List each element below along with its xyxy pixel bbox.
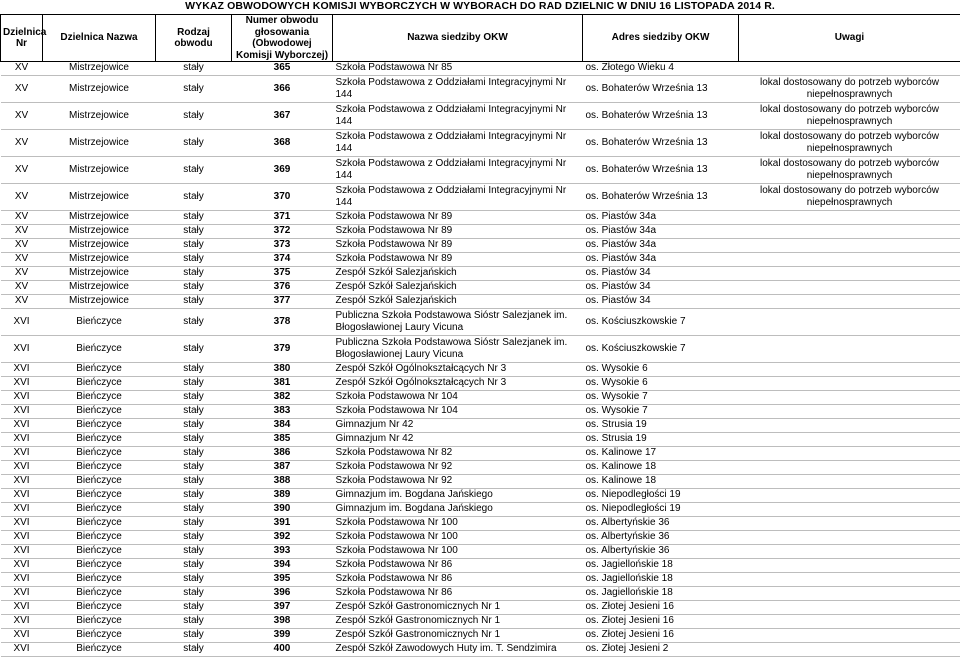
table-header-row [1, 15, 960, 62]
cell-dzielnica-nr: XV [1, 184, 43, 211]
cell-adres-siedziby: os. Kalinowe 18 [583, 475, 739, 489]
cell-nazwa-siedziby: Zespół Szkół Gastronomicznych Nr 1 [333, 615, 583, 629]
table-row [1, 419, 960, 433]
table-row [1, 62, 960, 76]
cell-adres-siedziby: os. Złotej Jesieni 16 [583, 629, 739, 643]
cell-dzielnica-nazwa: Bieńczyce [43, 503, 156, 517]
cell-uwagi [739, 531, 960, 545]
table-row [1, 211, 960, 225]
cell-nazwa-siedziby: Gimnazjum im. Bogdana Jańskiego [333, 503, 583, 517]
table-row [1, 461, 960, 475]
cell-uwagi: lokal dostosowany do potrzeb wyborców niepełnosprawnych [739, 184, 960, 211]
cell-uwagi [739, 517, 960, 531]
cell-numer-obwodu: 378 [232, 309, 333, 336]
cell-dzielnica-nr: XVI [1, 461, 43, 475]
cell-uwagi [739, 489, 960, 503]
cell-dzielnica-nazwa: Bieńczyce [43, 573, 156, 587]
cell-adres-siedziby: os. Bohaterów Września 13 [583, 130, 739, 157]
cell-uwagi [739, 405, 960, 419]
cell-rodzaj: stały [156, 157, 232, 184]
cell-dzielnica-nr: XVI [1, 559, 43, 573]
cell-rodzaj: stały [156, 267, 232, 281]
cell-dzielnica-nazwa: Mistrzejowice [43, 267, 156, 281]
cell-dzielnica-nazwa: Mistrzejowice [43, 62, 156, 76]
cell-dzielnica-nr: XVI [1, 517, 43, 531]
cell-uwagi [739, 545, 960, 559]
cell-nazwa-siedziby: Szkoła Podstawowa Nr 100 [333, 517, 583, 531]
cell-dzielnica-nazwa: Bieńczyce [43, 377, 156, 391]
cell-dzielnica-nr: XVI [1, 629, 43, 643]
cell-nazwa-siedziby: Gimnazjum im. Bogdana Jańskiego [333, 489, 583, 503]
cell-dzielnica-nr: XVI [1, 475, 43, 489]
cell-nazwa-siedziby: Zespół Szkół Gastronomicznych Nr 1 [333, 629, 583, 643]
cell-rodzaj: stały [156, 76, 232, 103]
table-row [1, 239, 960, 253]
cell-numer-obwodu: 379 [232, 336, 333, 363]
cell-numer-obwodu: 400 [232, 643, 333, 657]
cell-nazwa-siedziby: Zespół Szkół Salezjańskich [333, 267, 583, 281]
cell-adres-siedziby: os. Bohaterów Września 13 [583, 157, 739, 184]
cell-nazwa-siedziby: Gimnazjum Nr 42 [333, 433, 583, 447]
cell-dzielnica-nr: XVI [1, 363, 43, 377]
cell-dzielnica-nr: XVI [1, 419, 43, 433]
cell-uwagi [739, 281, 960, 295]
cell-numer-obwodu: 373 [232, 239, 333, 253]
cell-uwagi: lokal dostosowany do potrzeb wyborców niepełnosprawnych [739, 130, 960, 157]
cell-rodzaj: stały [156, 475, 232, 489]
table-row [1, 309, 960, 336]
cell-numer-obwodu: 380 [232, 363, 333, 377]
cell-dzielnica-nr: XVI [1, 503, 43, 517]
cell-rodzaj: stały [156, 517, 232, 531]
cell-rodzaj: stały [156, 559, 232, 573]
table-row [1, 225, 960, 239]
cell-uwagi [739, 239, 960, 253]
cell-dzielnica-nazwa: Mistrzejowice [43, 103, 156, 130]
table-row [1, 531, 960, 545]
cell-adres-siedziby: os. Strusia 19 [583, 419, 739, 433]
table-row [1, 447, 960, 461]
cell-rodzaj: stały [156, 377, 232, 391]
cell-numer-obwodu: 392 [232, 531, 333, 545]
cell-dzielnica-nazwa: Mistrzejowice [43, 76, 156, 103]
cell-dzielnica-nazwa: Mistrzejowice [43, 211, 156, 225]
cell-dzielnica-nazwa: Mistrzejowice [43, 225, 156, 239]
cell-uwagi: lokal dostosowany do potrzeb wyborców niepełnosprawnych [739, 76, 960, 103]
cell-adres-siedziby: os. Wysokie 7 [583, 391, 739, 405]
cell-dzielnica-nazwa: Mistrzejowice [43, 184, 156, 211]
cell-nazwa-siedziby: Zespół Szkół Salezjańskich [333, 295, 583, 309]
cell-dzielnica-nr: XVI [1, 447, 43, 461]
cell-dzielnica-nazwa: Bieńczyce [43, 587, 156, 601]
cell-dzielnica-nazwa: Mistrzejowice [43, 253, 156, 267]
cell-dzielnica-nazwa: Bieńczyce [43, 531, 156, 545]
cell-dzielnica-nr: XV [1, 281, 43, 295]
cell-dzielnica-nazwa: Mistrzejowice [43, 281, 156, 295]
cell-rodzaj: stały [156, 295, 232, 309]
cell-uwagi [739, 62, 960, 76]
cell-dzielnica-nazwa: Mistrzejowice [43, 157, 156, 184]
header-adres-siedziby: Adres siedziby OKW [583, 15, 739, 62]
cell-uwagi [739, 573, 960, 587]
cell-nazwa-siedziby: Szkoła Podstawowa z Oddziałami Integracyjnymi Nr 144 [333, 184, 583, 211]
cell-nazwa-siedziby: Szkoła Podstawowa Nr 86 [333, 573, 583, 587]
cell-numer-obwodu: 396 [232, 587, 333, 601]
cell-uwagi [739, 391, 960, 405]
cell-uwagi: lokal dostosowany do potrzeb wyborców niepełnosprawnych [739, 157, 960, 184]
cell-rodzaj: stały [156, 103, 232, 130]
cell-adres-siedziby: os. Albertyńskie 36 [583, 545, 739, 559]
cell-numer-obwodu: 369 [232, 157, 333, 184]
cell-dzielnica-nazwa: Bieńczyce [43, 363, 156, 377]
cell-rodzaj: stały [156, 405, 232, 419]
cell-numer-obwodu: 371 [232, 211, 333, 225]
cell-adres-siedziby: os. Piastów 34 [583, 281, 739, 295]
cell-uwagi [739, 336, 960, 363]
cell-nazwa-siedziby: Szkoła Podstawowa Nr 89 [333, 211, 583, 225]
table-row [1, 629, 960, 643]
cell-uwagi [739, 601, 960, 615]
cell-adres-siedziby: os. Niepodległości 19 [583, 503, 739, 517]
cell-dzielnica-nr: XVI [1, 587, 43, 601]
cell-uwagi [739, 309, 960, 336]
cell-nazwa-siedziby: Zespół Szkół Ogólnokształcących Nr 3 [333, 377, 583, 391]
cell-uwagi [739, 295, 960, 309]
cell-numer-obwodu: 393 [232, 545, 333, 559]
cell-dzielnica-nr: XV [1, 211, 43, 225]
cell-numer-obwodu: 370 [232, 184, 333, 211]
table-row [1, 475, 960, 489]
cell-numer-obwodu: 387 [232, 461, 333, 475]
cell-adres-siedziby: os. Złotego Wieku 4 [583, 62, 739, 76]
cell-dzielnica-nr: XV [1, 295, 43, 309]
cell-dzielnica-nr: XVI [1, 531, 43, 545]
cell-nazwa-siedziby: Szkoła Podstawowa z Oddziałami Integracyjnymi Nr 144 [333, 103, 583, 130]
cell-numer-obwodu: 398 [232, 615, 333, 629]
cell-uwagi: lokal dostosowany do potrzeb wyborców niepełnosprawnych [739, 103, 960, 130]
table-row [1, 587, 960, 601]
cell-rodzaj: stały [156, 419, 232, 433]
cell-nazwa-siedziby: Szkoła Podstawowa Nr 86 [333, 587, 583, 601]
cell-numer-obwodu: 374 [232, 253, 333, 267]
table-row [1, 391, 960, 405]
cell-uwagi [739, 253, 960, 267]
cell-adres-siedziby: os. Piastów 34a [583, 239, 739, 253]
cell-uwagi [739, 615, 960, 629]
cell-dzielnica-nr: XVI [1, 336, 43, 363]
cell-adres-siedziby: os. Kalinowe 17 [583, 447, 739, 461]
cell-nazwa-siedziby: Szkoła Podstawowa Nr 100 [333, 545, 583, 559]
cell-numer-obwodu: 385 [232, 433, 333, 447]
cell-dzielnica-nr: XV [1, 239, 43, 253]
cell-rodzaj: stały [156, 615, 232, 629]
cell-dzielnica-nazwa: Bieńczyce [43, 461, 156, 475]
cell-dzielnica-nr: XVI [1, 377, 43, 391]
cell-numer-obwodu: 365 [232, 62, 333, 76]
okw-table [0, 14, 960, 657]
cell-numer-obwodu: 399 [232, 629, 333, 643]
table-row [1, 615, 960, 629]
cell-adres-siedziby: os. Złotej Jesieni 16 [583, 601, 739, 615]
cell-numer-obwodu: 368 [232, 130, 333, 157]
cell-dzielnica-nr: XVI [1, 615, 43, 629]
cell-numer-obwodu: 386 [232, 447, 333, 461]
cell-dzielnica-nazwa: Bieńczyce [43, 545, 156, 559]
cell-nazwa-siedziby: Szkoła Podstawowa z Oddziałami Integracyjnymi Nr 144 [333, 76, 583, 103]
cell-adres-siedziby: os. Piastów 34 [583, 267, 739, 281]
cell-numer-obwodu: 377 [232, 295, 333, 309]
cell-dzielnica-nazwa: Bieńczyce [43, 433, 156, 447]
cell-rodzaj: stały [156, 130, 232, 157]
cell-numer-obwodu: 388 [232, 475, 333, 489]
cell-rodzaj: stały [156, 211, 232, 225]
cell-nazwa-siedziby: Zespół Szkół Ogólnokształcących Nr 3 [333, 363, 583, 377]
cell-rodzaj: stały [156, 225, 232, 239]
cell-adres-siedziby: os. Jagiellońskie 18 [583, 559, 739, 573]
cell-dzielnica-nr: XVI [1, 489, 43, 503]
cell-nazwa-siedziby: Szkoła Podstawowa Nr 89 [333, 239, 583, 253]
cell-dzielnica-nr: XVI [1, 391, 43, 405]
table-row [1, 130, 960, 157]
cell-adres-siedziby: os. Bohaterów Września 13 [583, 103, 739, 130]
cell-adres-siedziby: os. Jagiellońskie 18 [583, 573, 739, 587]
cell-numer-obwodu: 384 [232, 419, 333, 433]
header-nazwa-siedziby: Nazwa siedziby OKW [333, 15, 583, 62]
cell-dzielnica-nazwa: Bieńczyce [43, 517, 156, 531]
cell-uwagi [739, 559, 960, 573]
cell-adres-siedziby: os. Kalinowe 18 [583, 461, 739, 475]
cell-adres-siedziby: os. Albertyńskie 36 [583, 517, 739, 531]
cell-dzielnica-nr: XV [1, 103, 43, 130]
cell-rodzaj: stały [156, 239, 232, 253]
cell-rodzaj: stały [156, 62, 232, 76]
table-row [1, 377, 960, 391]
cell-dzielnica-nazwa: Bieńczyce [43, 615, 156, 629]
cell-nazwa-siedziby: Szkoła Podstawowa Nr 89 [333, 225, 583, 239]
cell-dzielnica-nr: XV [1, 157, 43, 184]
cell-uwagi [739, 419, 960, 433]
cell-uwagi [739, 629, 960, 643]
cell-adres-siedziby: os. Kościuszkowskie 7 [583, 309, 739, 336]
header-dzielnica-nr: Dzielnica Nr [1, 15, 43, 62]
cell-rodzaj: stały [156, 363, 232, 377]
cell-adres-siedziby: os. Wysokie 6 [583, 377, 739, 391]
cell-nazwa-siedziby: Szkoła Podstawowa Nr 82 [333, 447, 583, 461]
cell-nazwa-siedziby: Publiczna Szkoła Podstawowa Sióstr Salezjanek im. Błogosławionej Laury Vicuna [333, 309, 583, 336]
cell-dzielnica-nr: XV [1, 76, 43, 103]
cell-nazwa-siedziby: Gimnazjum Nr 42 [333, 419, 583, 433]
cell-numer-obwodu: 390 [232, 503, 333, 517]
cell-dzielnica-nr: XVI [1, 573, 43, 587]
cell-nazwa-siedziby: Szkoła Podstawowa Nr 85 [333, 62, 583, 76]
cell-numer-obwodu: 394 [232, 559, 333, 573]
cell-nazwa-siedziby: Szkoła Podstawowa z Oddziałami Integracyjnymi Nr 144 [333, 130, 583, 157]
cell-nazwa-siedziby: Publiczna Szkoła Podstawowa Sióstr Salezjanek im. Błogosławionej Laury Vicuna [333, 336, 583, 363]
cell-numer-obwodu: 381 [232, 377, 333, 391]
cell-numer-obwodu: 376 [232, 281, 333, 295]
cell-nazwa-siedziby: Zespół Szkół Gastronomicznych Nr 1 [333, 601, 583, 615]
cell-rodzaj: stały [156, 447, 232, 461]
table-row [1, 545, 960, 559]
cell-rodzaj: stały [156, 531, 232, 545]
table-row [1, 253, 960, 267]
cell-dzielnica-nr: XVI [1, 309, 43, 336]
cell-rodzaj: stały [156, 503, 232, 517]
cell-numer-obwodu: 382 [232, 391, 333, 405]
cell-numer-obwodu: 366 [232, 76, 333, 103]
cell-uwagi [739, 587, 960, 601]
cell-uwagi [739, 267, 960, 281]
header-dzielnica-nazwa: Dzielnica Nazwa [43, 15, 156, 62]
cell-dzielnica-nazwa: Bieńczyce [43, 559, 156, 573]
cell-rodzaj: stały [156, 391, 232, 405]
cell-uwagi [739, 211, 960, 225]
header-rodzaj: Rodzaj obwodu [156, 15, 232, 62]
cell-nazwa-siedziby: Szkoła Podstawowa Nr 104 [333, 405, 583, 419]
cell-dzielnica-nazwa: Mistrzejowice [43, 239, 156, 253]
table-row [1, 157, 960, 184]
cell-numer-obwodu: 383 [232, 405, 333, 419]
cell-adres-siedziby: os. Bohaterów Września 13 [583, 184, 739, 211]
header-uwagi: Uwagi [739, 15, 960, 62]
cell-rodzaj: stały [156, 253, 232, 267]
cell-nazwa-siedziby: Szkoła Podstawowa Nr 86 [333, 559, 583, 573]
cell-nazwa-siedziby: Szkoła Podstawowa z Oddziałami Integracyjnymi Nr 144 [333, 157, 583, 184]
table-row [1, 281, 960, 295]
cell-adres-siedziby: os. Albertyńskie 36 [583, 531, 739, 545]
cell-dzielnica-nazwa: Bieńczyce [43, 309, 156, 336]
cell-rodzaj: stały [156, 545, 232, 559]
table-row [1, 601, 960, 615]
cell-adres-siedziby: os. Kościuszkowskie 7 [583, 336, 739, 363]
cell-rodzaj: stały [156, 489, 232, 503]
cell-dzielnica-nazwa: Bieńczyce [43, 643, 156, 657]
cell-uwagi [739, 225, 960, 239]
cell-rodzaj: stały [156, 587, 232, 601]
cell-dzielnica-nazwa: Bieńczyce [43, 475, 156, 489]
cell-uwagi [739, 461, 960, 475]
table-row [1, 267, 960, 281]
cell-nazwa-siedziby: Szkoła Podstawowa Nr 89 [333, 253, 583, 267]
table-row [1, 363, 960, 377]
cell-adres-siedziby: os. Strusia 19 [583, 433, 739, 447]
table-row [1, 559, 960, 573]
cell-dzielnica-nazwa: Bieńczyce [43, 405, 156, 419]
cell-rodzaj: stały [156, 461, 232, 475]
cell-dzielnica-nr: XVI [1, 601, 43, 615]
cell-numer-obwodu: 389 [232, 489, 333, 503]
cell-rodzaj: stały [156, 601, 232, 615]
cell-dzielnica-nr: XV [1, 130, 43, 157]
cell-dzielnica-nazwa: Bieńczyce [43, 601, 156, 615]
cell-uwagi [739, 433, 960, 447]
cell-numer-obwodu: 397 [232, 601, 333, 615]
cell-dzielnica-nazwa: Bieńczyce [43, 629, 156, 643]
cell-dzielnica-nr: XV [1, 225, 43, 239]
cell-uwagi [739, 377, 960, 391]
cell-adres-siedziby: os. Niepodległości 19 [583, 489, 739, 503]
cell-dzielnica-nr: XVI [1, 433, 43, 447]
cell-dzielnica-nazwa: Mistrzejowice [43, 130, 156, 157]
cell-uwagi [739, 503, 960, 517]
cell-dzielnica-nazwa: Mistrzejowice [43, 295, 156, 309]
cell-nazwa-siedziby: Szkoła Podstawowa Nr 92 [333, 461, 583, 475]
page-title: WYKAZ OBWODOWYCH KOMISJI WYBORCZYCH W WYBORACH DO RAD DZIELNIC W DNIU 16 LISTOPADA 2014 R. [0, 0, 960, 13]
table-row [1, 76, 960, 103]
cell-dzielnica-nr: XV [1, 267, 43, 281]
cell-nazwa-siedziby: Zespół Szkół Salezjańskich [333, 281, 583, 295]
table-row [1, 405, 960, 419]
cell-nazwa-siedziby: Szkoła Podstawowa Nr 104 [333, 391, 583, 405]
table-row [1, 503, 960, 517]
cell-numer-obwodu: 375 [232, 267, 333, 281]
cell-rodzaj: stały [156, 573, 232, 587]
cell-uwagi [739, 475, 960, 489]
cell-dzielnica-nazwa: Bieńczyce [43, 391, 156, 405]
cell-nazwa-siedziby: Szkoła Podstawowa Nr 92 [333, 475, 583, 489]
cell-nazwa-siedziby: Szkoła Podstawowa Nr 100 [333, 531, 583, 545]
cell-adres-siedziby: os. Piastów 34a [583, 253, 739, 267]
table-row [1, 295, 960, 309]
table-row [1, 103, 960, 130]
table-row [1, 573, 960, 587]
cell-rodzaj: stały [156, 184, 232, 211]
header-numer-obwodu: Numer obwodu głosowania (Obwodowej Komisji Wyborczej) [232, 15, 333, 62]
cell-adres-siedziby: os. Złotej Jesieni 16 [583, 615, 739, 629]
cell-dzielnica-nazwa: Bieńczyce [43, 489, 156, 503]
cell-rodzaj: stały [156, 309, 232, 336]
cell-rodzaj: stały [156, 281, 232, 295]
cell-nazwa-siedziby: Zespół Szkół Zawodowych Huty im. T. Sendzimira [333, 643, 583, 657]
cell-numer-obwodu: 367 [232, 103, 333, 130]
cell-uwagi [739, 363, 960, 377]
cell-uwagi [739, 447, 960, 461]
cell-adres-siedziby: os. Wysokie 6 [583, 363, 739, 377]
table-row [1, 489, 960, 503]
table-body [1, 62, 960, 657]
cell-dzielnica-nazwa: Bieńczyce [43, 336, 156, 363]
cell-dzielnica-nr: XV [1, 62, 43, 76]
cell-adres-siedziby: os. Złotej Jesieni 2 [583, 643, 739, 657]
cell-adres-siedziby: os. Wysokie 7 [583, 405, 739, 419]
cell-dzielnica-nr: XVI [1, 545, 43, 559]
cell-adres-siedziby: os. Bohaterów Września 13 [583, 76, 739, 103]
cell-dzielnica-nr: XVI [1, 405, 43, 419]
table-row [1, 184, 960, 211]
cell-adres-siedziby: os. Piastów 34 [583, 295, 739, 309]
table-row [1, 433, 960, 447]
cell-adres-siedziby: os. Jagiellońskie 18 [583, 587, 739, 601]
cell-dzielnica-nr: XVI [1, 643, 43, 657]
cell-numer-obwodu: 395 [232, 573, 333, 587]
cell-dzielnica-nazwa: Bieńczyce [43, 447, 156, 461]
table-row [1, 336, 960, 363]
cell-rodzaj: stały [156, 643, 232, 657]
cell-numer-obwodu: 372 [232, 225, 333, 239]
table-row [1, 517, 960, 531]
cell-adres-siedziby: os. Piastów 34a [583, 225, 739, 239]
cell-numer-obwodu: 391 [232, 517, 333, 531]
cell-dzielnica-nazwa: Bieńczyce [43, 419, 156, 433]
cell-dzielnica-nr: XV [1, 253, 43, 267]
cell-rodzaj: stały [156, 433, 232, 447]
cell-rodzaj: stały [156, 629, 232, 643]
cell-adres-siedziby: os. Piastów 34a [583, 211, 739, 225]
cell-rodzaj: stały [156, 336, 232, 363]
